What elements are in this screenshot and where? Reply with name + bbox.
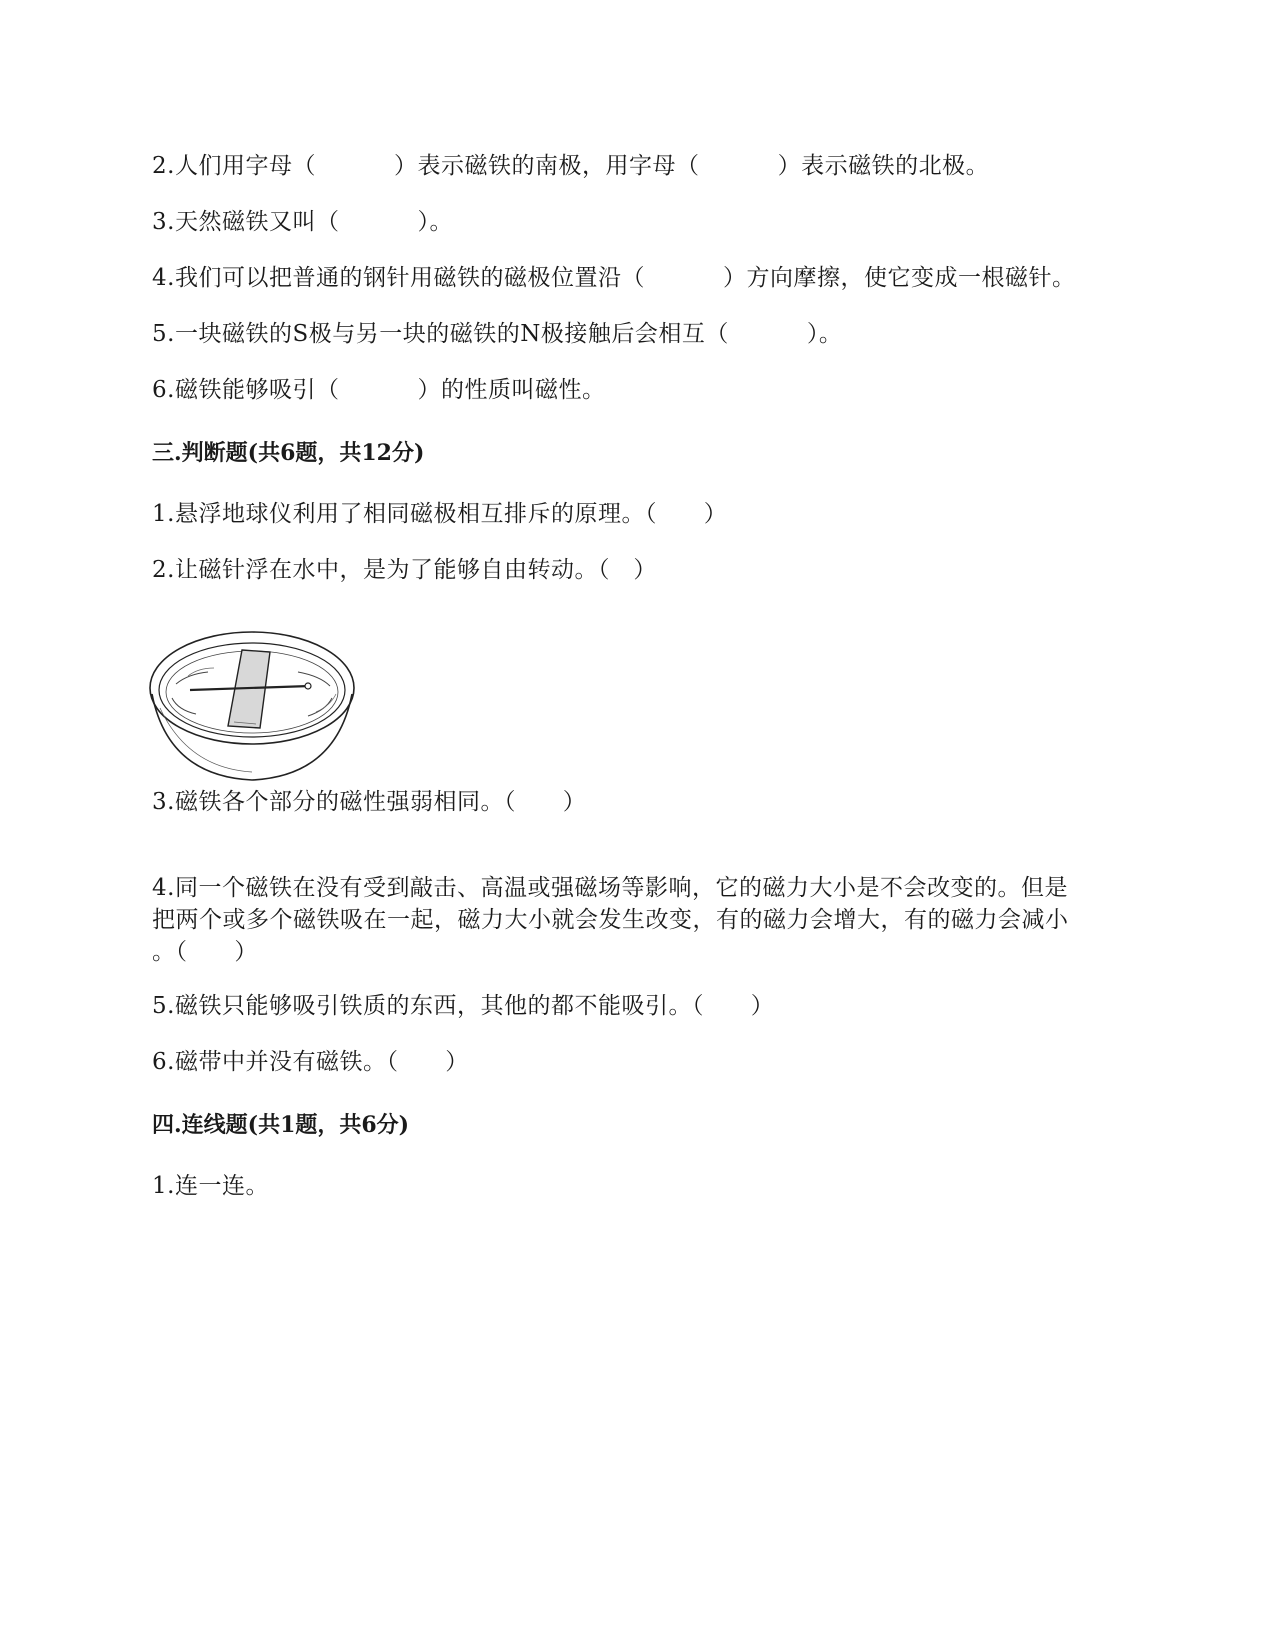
judge-question-4-line-1: 4.同一个磁铁在没有受到敲击、高温或强磁场等影响，它的磁力大小是不会改变的。但是 (152, 875, 1068, 901)
judge-question-4-line-2: 把两个或多个磁铁吸在一起，磁力大小就会发生改变，有的磁力会增大，有的磁力会减小 (152, 907, 1069, 933)
judge-question-5: 5.磁铁只能够吸引铁质的东西，其他的都不能吸引。（ ） (152, 993, 775, 1019)
judge-question-2: 2.让磁针浮在水中，是为了能够自由转动。（ ） (152, 557, 657, 583)
judge-question-6: 6.磁带中并没有磁铁。（ ） (152, 1049, 469, 1075)
fill-question-6: 6.磁铁能够吸引（ ）的性质叫磁性。 (152, 377, 606, 403)
judge-question-1: 1.悬浮地球仪利用了相同磁极相互排斥的原理。（ ） (152, 501, 728, 527)
fill-question-5: 5.一块磁铁的S极与另一块的磁铁的N极接触后会相互（ ）。 (152, 321, 843, 347)
fill-question-2: 2.人们用字母（ ）表示磁铁的南极，用字母（ ）表示磁铁的北极。 (152, 153, 990, 179)
judge-question-4-line-3: 。（ ） (152, 939, 258, 965)
judge-question-3: 3.磁铁各个部分的磁性强弱相同。（ ） (152, 789, 587, 815)
fill-question-4: 4.我们可以把普通的钢针用磁铁的磁极位置沿（ ）方向摩擦，使它变成一根磁针。 (152, 265, 1076, 291)
fill-question-3: 3.天然磁铁又叫（ ）。 (152, 209, 454, 235)
match-section-heading: 四.连线题(共1题，共6分) (152, 1112, 410, 1138)
match-question-1: 1.连一连。 (152, 1173, 269, 1199)
floating-needle-bowl-illustration (148, 628, 362, 786)
judge-section-heading: 三.判断题(共6题，共12分) (152, 440, 425, 466)
